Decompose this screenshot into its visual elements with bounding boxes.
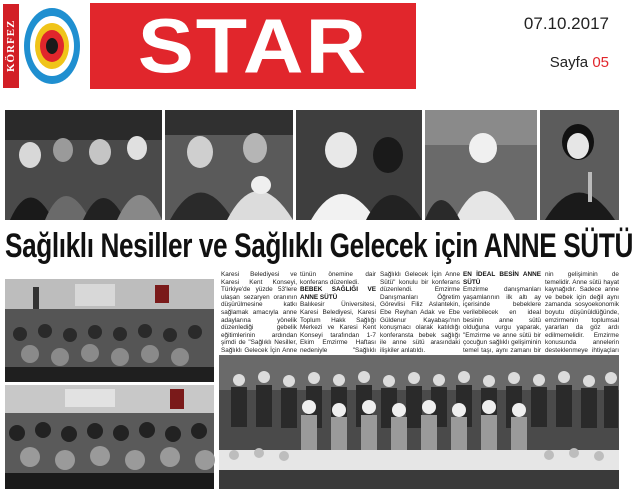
conference-hall-photo	[5, 279, 214, 382]
column-5-text: nin gelişiminin de temelidir. Anne sütü hayat kaynağıdır. Sadece anne ve bebek için değil aynı zamanda sosyoekonomik boyutu düşünüldüğünde, emzirmenin toplumsal yararları da göz ardı edilmemelidir. Emzirme konusunda annelerin desteklenmeye ihtiyaçları	[545, 271, 619, 354]
article-column-3	[380, 271, 460, 354]
article-column-5	[545, 271, 619, 354]
column-2-text-after: Balıkesir Üniversitesi, Karesi Belediyesi, Karesi Toplum Hakk Sağlığı Merkezi ve Karesi Kent Konseyi tarafından 1-7 Ekim Emzirme Haftası nedeniyle "Sağlıklı	[300, 301, 376, 354]
audience-photo	[5, 110, 162, 220]
article-column-4	[463, 271, 541, 354]
speaker-photo	[540, 110, 619, 220]
article-column-2	[300, 271, 376, 354]
mother-baby-photo	[296, 110, 422, 220]
column-2-text: tünün önemine dair konferans düzenledi.	[300, 271, 376, 286]
eye-logo-icon	[21, 4, 83, 88]
baby-photo	[425, 110, 537, 220]
group-photo	[219, 355, 619, 489]
masthead-title: STAR	[137, 2, 369, 90]
masthead-title-box	[90, 3, 416, 89]
column-2-subhead: BEBEK SAĞLIĞI VE ANNE SÜTÜ	[300, 286, 376, 301]
mothers-photo	[165, 110, 293, 220]
issue-date: 07.10.2017	[523, 14, 609, 33]
column-3-text: Sağlıklı Gelecek İçin Anne Sütü" konulu bir konferans düzenlendi. Emzirme Danışmanları Öğretim Görevlisi Filiz Aslantekin, Ebe Reyhan Adak ve Ebe Güldenur Kayabaşı'nın konuşmacı olarak katıldığı konferansta bebek sağlığı ile anne sütü arasındaki ilişkiler anlatıldı.	[380, 271, 460, 354]
article-column-1	[221, 271, 297, 354]
column-4-subhead: EN İDEAL BESİN ANNE SÜTÜ	[463, 271, 541, 286]
audience-rows-photo	[5, 385, 214, 489]
page-indicator	[550, 54, 609, 71]
article-headline: Sağlıklı Nesiller ve Sağlıklı Gelecek için ANNE SÜTÜ	[5, 227, 633, 265]
page-label: Sayfa	[549, 54, 589, 71]
column-1-text: Karesi Belediyesi ve Karesi Kent Konseyi, Türkiye'de yüzde 53'lere ulaşan sezaryen oranının düşürülmesine katkı sağlamak amacıyla anne adaylarına yönelik düzenlediği gebelik eğitimlerinin ardından şimdi de "Sağlıklı Nesiller, Sağlıklı Gelecek İçin Anne	[221, 271, 297, 354]
korfez-side-label: KÖRFEZ	[3, 4, 19, 88]
page-number: 05	[592, 54, 609, 71]
column-4-text: Emzirme danışmanları yaşamlarının ilk altı ay içerisinde bebeklere verilebilecek en ideal besinin anne sütü olduğuna vurgu yaparak, "Emzirme ve anne sütü bir çocuğun sağlıklı gelişiminin temel taşı, aynı zamanı bir	[463, 286, 541, 354]
